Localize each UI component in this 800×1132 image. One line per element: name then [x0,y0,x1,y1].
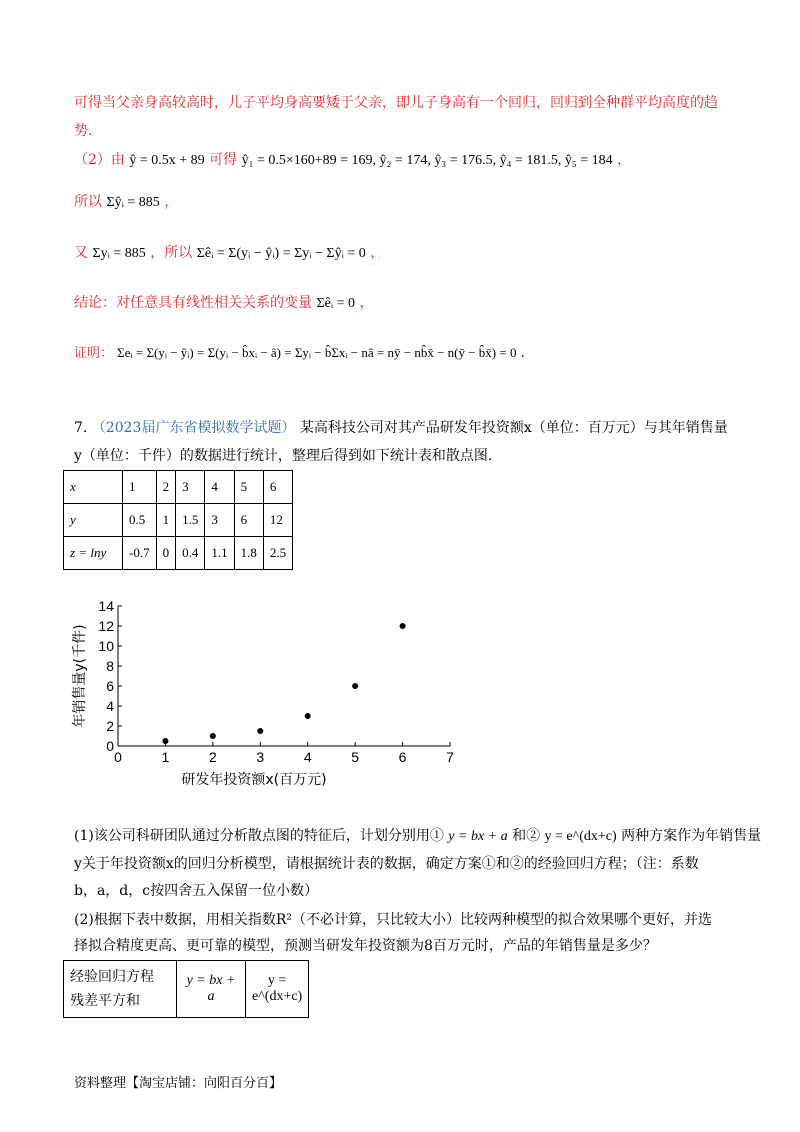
question-intro: 某高科技公司对其产品研发年投资额x（单位：百万元）与其年销售量 [299,420,728,436]
equation-line [74,243,384,264]
data-point [352,683,358,689]
text-fragment: ， [370,245,385,261]
table-cell: 0.4 [176,537,205,570]
y-axis-label: 年销售量y(千件) [72,624,88,728]
text-line: 可得当父亲身高较高时，儿子平均身高要矮于父亲，即儿子身高有一个回归，回归到全种群平均高度的趋 [74,95,718,111]
model-linear: y = bx + a [177,961,246,1018]
table-cell: 0.5 [123,504,157,537]
header-label: 经验回归方程 [70,969,154,985]
comparison-table [63,960,309,1018]
x-tick-label: 5 [351,749,360,765]
question-number: 7. [74,420,88,436]
text-fragment: ， [164,194,179,210]
text-fragment: . [520,346,525,361]
y-tick-label: 4 [106,698,114,714]
question-header [74,418,728,438]
text-fragment: ， [359,295,374,311]
text-fragment: 可得 [209,152,238,168]
y-tick-label: 6 [106,678,114,694]
text-fragment: 和② [512,828,541,844]
header-label-2: 残差平方和 [70,993,140,1009]
table-cell: 1.5 [176,504,205,537]
table-cell: 1.1 [205,537,234,570]
text-fragment: ，所以 [150,245,193,261]
table-cell: 1 [156,504,176,537]
data-point [400,623,406,629]
table-cell: 3 [205,504,234,537]
text-fragment: 又 [74,245,88,261]
table-row-header: y [64,504,123,537]
question-intro-2: y（单位：千件）的数据进行统计，整理后得到如下统计表和散点图. [74,448,493,464]
x-tick-label: 6 [398,749,407,765]
y-tick-label: 12 [98,618,114,634]
table-row [64,504,293,537]
table-row [64,471,293,504]
x-tick-label: 7 [446,749,454,765]
part2-line: (2)根据下表中数据，用相关指数R²（不必计算，只比较大小）比较两种模型的拟合效果哪个更好，并选 [74,912,712,928]
footer-text: 资料整理【淘宝店铺：向阳百分百】 [74,1076,283,1091]
text-fragment: 结论：对任意具有线性相关关系的变量 [74,295,312,311]
x-tick-label: 2 [208,749,217,765]
x-tick-label: 3 [256,749,265,765]
table-cell: 0 [156,537,176,570]
x-axis-label: 研发年投资额x(百万元) [181,772,327,788]
equation: ŷ₁ = 0.5×160+89 = 169, ŷ₂ = 174, ŷ₃ = 176.5, ŷ₄ = 181.5, ŷ₅ = 184 [241,153,613,168]
data-point [305,713,311,719]
y-tick-label: 10 [98,638,114,654]
table-row-header: x [64,471,123,504]
x-tick-label: 0 [114,749,122,765]
y-tick-label: 8 [106,658,114,674]
table-cell: -0.7 [123,537,157,570]
table-row [64,537,293,570]
question-source: （2023届广东省模拟数学试题） [91,420,296,436]
equation-line [74,192,178,213]
table-row-header: z = lny [64,537,123,570]
part1-line: b，a，d，c按四舍五入保留一位小数） [74,883,319,899]
comparison-header-cell [64,961,177,1018]
scatter-plot [66,598,466,790]
part1-line: y关于年投资额x的回归分析模型，请根据统计表的数据，确定方案①和②的经验回归方程；（注：系数 [74,856,699,872]
table-cell: 3 [176,471,205,504]
text-fragment: 所以 [74,194,102,210]
model-exp: y = e^(dx+c) [246,961,309,1018]
text-fragment: 证明： [74,346,114,361]
equation: Σyᵢ = 885 [92,246,146,261]
table-cell: 1 [123,471,157,504]
table-cell: 6 [263,471,292,504]
y-tick-label: 14 [98,598,114,614]
table-cell: 6 [234,504,263,537]
table-cell: 4 [205,471,234,504]
equation: y = bx + a [448,829,508,844]
table-cell: 1.8 [234,537,263,570]
text-fragment: 两种方案作为年销售量 [621,828,762,844]
part2-line: 择拟合精度更高、更可靠的模型，预测当研发年投资额为8百万元时，产品的年销售量是多少？ [74,938,657,954]
data-point [210,733,216,739]
equation: Σêᵢ = 0 [316,296,356,311]
x-tick-label: 4 [303,749,312,765]
equation-line [74,343,525,364]
equation: Σeᵢ = Σ(yᵢ − ŷᵢ) = Σ(yᵢ − b̂xᵢ − â) = Σyᵢ − b̂Σxᵢ − nâ = nȳ − nb̂x̄ − n(ȳ − b̂x̄) = 0 [117,345,517,360]
equation: ŷ = 0.5x + 89 [129,153,205,168]
part1-line [74,826,761,847]
y-tick-label: 0 [106,738,114,754]
table-cell: 12 [263,504,292,537]
equation-line [74,150,631,171]
data-point [257,728,263,734]
y-tick-label: 2 [106,718,114,734]
table-cell: 5 [234,471,263,504]
data-table [63,470,293,570]
text-fragment: ， [617,152,632,168]
table-cell: 2.5 [263,537,292,570]
text-line: 势. [74,123,93,139]
equation: Σêᵢ = Σ(yᵢ − ŷᵢ) = Σyᵢ − Σŷᵢ = 0 [196,246,366,261]
data-point [162,738,168,744]
equation: Σŷᵢ = 885 [106,195,160,210]
text-fragment: (1)该公司科研团队通过分析散点图的特征后，计划分别用① [74,828,444,844]
text-fragment: （2）由 [74,152,125,168]
equation-line [74,293,373,314]
equation: y = e^(dx+c) [544,829,617,844]
table-cell: 2 [156,471,176,504]
x-tick-label: 1 [161,749,170,765]
